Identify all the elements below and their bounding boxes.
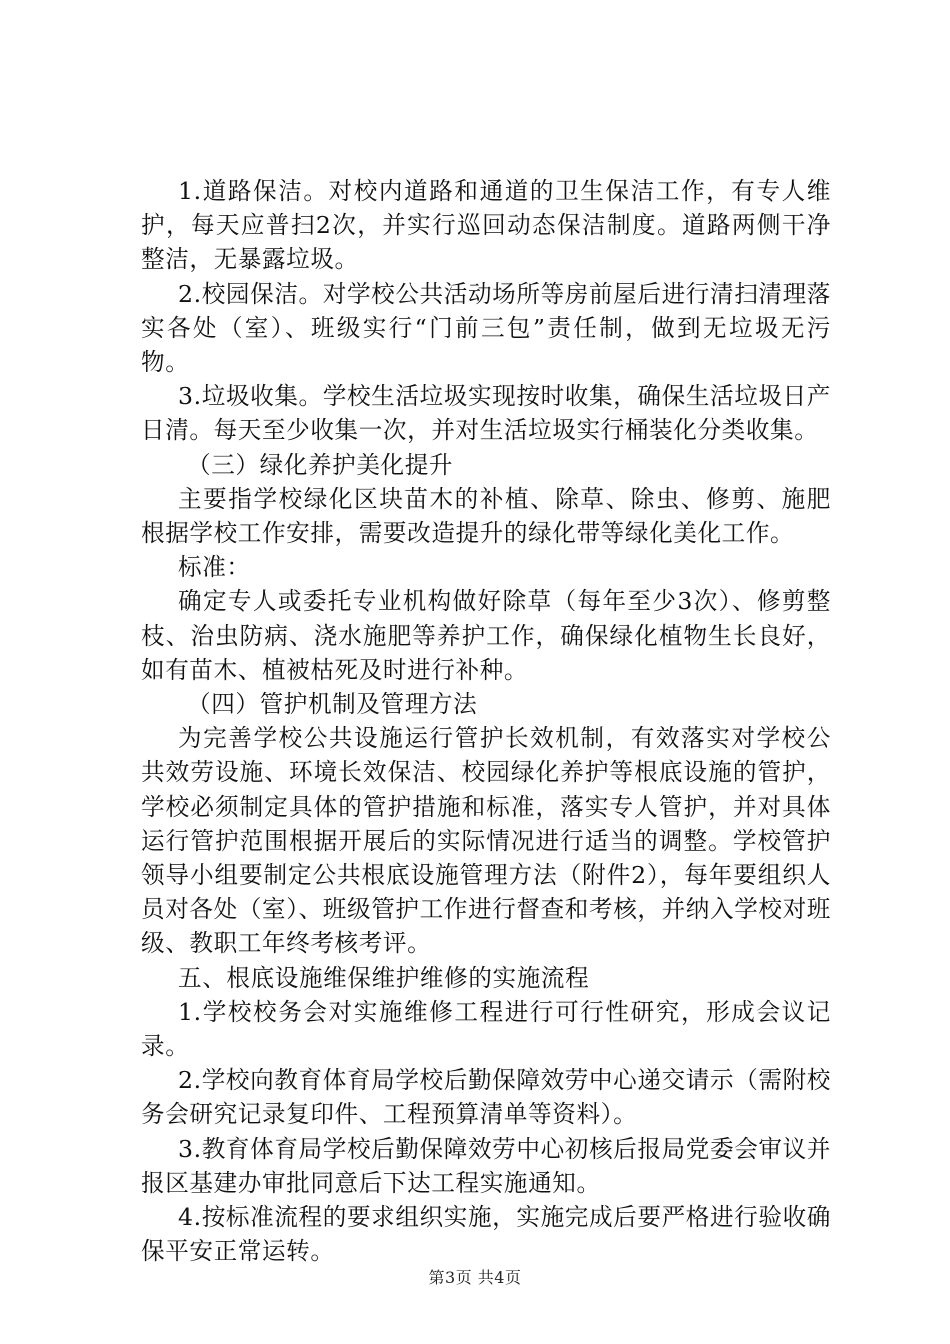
paragraph-process-step-1: 1.学校校务会对实施维修工程进行可行性研究，形成会议记录。 — [141, 997, 831, 1061]
paragraph-process-step-3: 3.教育体育局学校后勤保障效劳中心初核后报局党委会审议并报区基建办审批同意后下达工程实施通知。 — [141, 1134, 831, 1197]
section-heading-greening: （三）绿化养护美化提升 — [187, 450, 454, 479]
paragraph-road-cleaning: 1.道路保洁。对校内道路和通道的卫生保洁工作，有专人维护，每天应普扫2次，并实行巡回动态保洁制度。道路两侧干净整洁，无暴露垃圾。 — [141, 177, 831, 274]
section-heading-process: 五、根底设施维保维护维修的实施流程 — [178, 963, 590, 992]
section-heading-mechanism: （四）管护机制及管理方法 — [187, 690, 478, 719]
paragraph-campus-cleaning: 2.校园保洁。对学校公共活动场所等房前屋后进行清扫清理落实各处（室）、班级实行“门前三包”责任制，做到无垃圾无污物。 — [141, 279, 831, 377]
paragraph-greening-scope: 主要指学校绿化区块苗木的补植、除草、除虫、修剪、施肥根据学校工作安排，需要改造提升的绿化带等绿化美化工作。 — [141, 484, 831, 548]
page-number-footer: 第3页 共4页 — [428, 1268, 522, 1287]
document-body — [141, 174, 831, 1269]
paragraph-process-step-2: 2.学校向教育体育局学校后勤保障效劳中心递交请示（需附校务会研究记录复印件、工程预算清单等资料）。 — [141, 1066, 831, 1129]
paragraph-standard-label: 标准： — [178, 553, 251, 582]
paragraph-greening-standard: 确定专人或委托专业机构做好除草（每年至少3次）、修剪整枝、治虫防病、浇水施肥等养护工作，确保绿化植物生长良好，如有苗木、植被枯死及时进行补种。 — [141, 587, 831, 684]
paragraph-garbage-collection: 3.垃圾收集。学校生活垃圾实现按时收集，确保生活垃圾日产日清。每天至少收集一次，并对生活垃圾实行桶装化分类收集。 — [141, 382, 831, 445]
paragraph-process-step-4: 4.按标准流程的要求组织实施，实施完成后要严格进行验收确保平安正常运转。 — [141, 1203, 831, 1266]
paragraph-mechanism: 为完善学校公共设施运行管护长效机制，有效落实对学校公共效劳设施、环境长效保洁、校园绿化养护等根底设施的管护，学校必须制定具体的管护措施和标准，落实专人管护，并对具体运行管护范围根据开展后的实际情况进行适当的调整。学校管护领导小组要制定公共根底设施管理方法（附件2），每年要组织人员对各处（室）、班级管护工作进行督查和考核，并纳入学校对班级、教职工年终考核考评。 — [141, 724, 831, 958]
